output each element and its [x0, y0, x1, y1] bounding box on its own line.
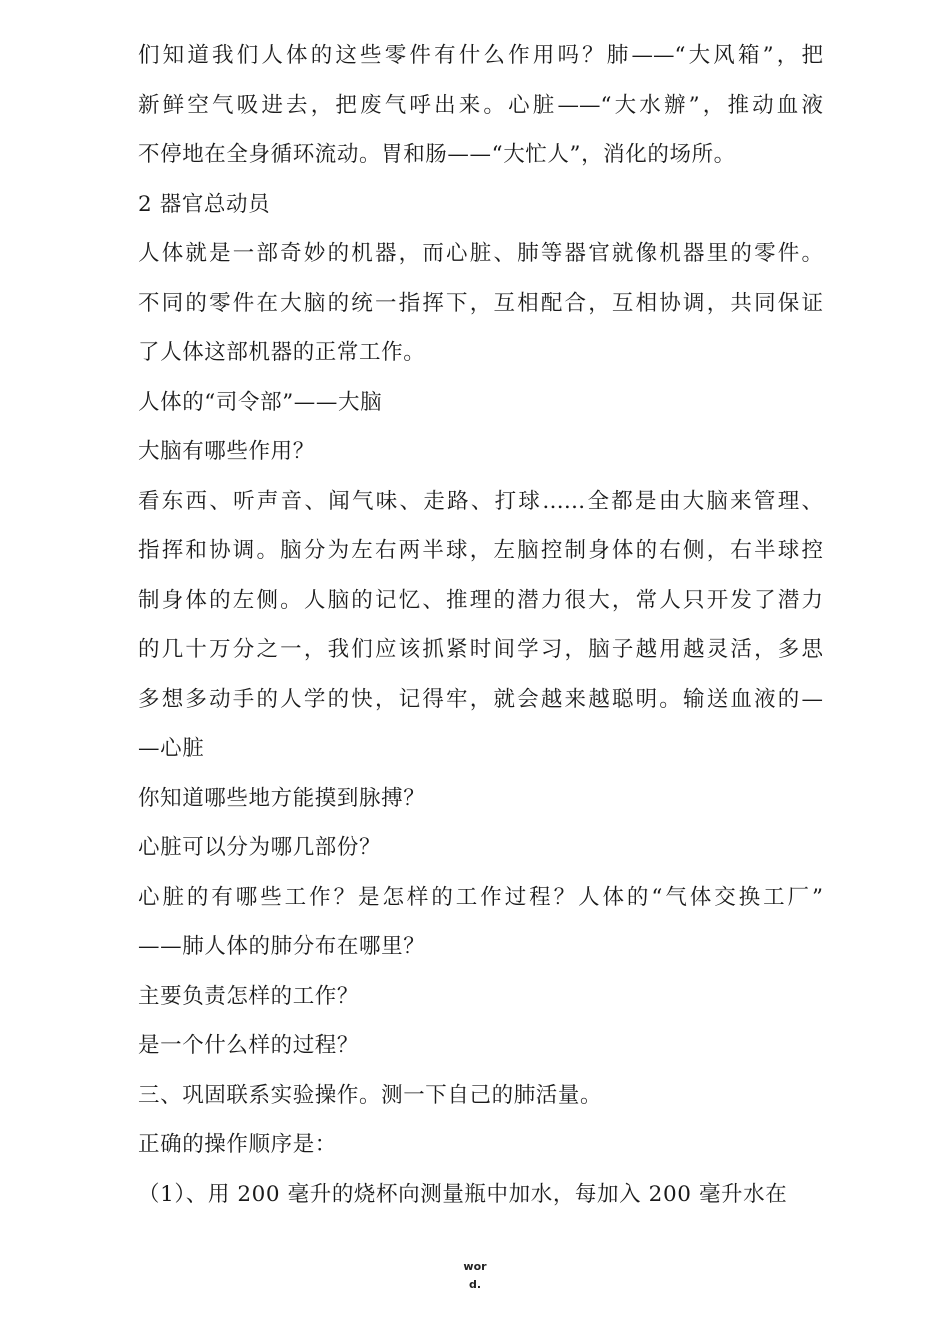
text-line: 指挥和协调。脑分为左右两半球，左脑控制身体的右侧，右半球控 — [138, 538, 823, 563]
page-footer — [455, 1258, 495, 1294]
question-line: 心脏可以分为哪几部份？ — [138, 835, 382, 860]
question-line: 是一个什么样的过程？ — [138, 1033, 360, 1058]
footer-text-line1: wor — [463, 1260, 487, 1273]
text-line: 人体就是一部奇妙的机器，而心脏、肺等器官就像机器里的零件。 — [138, 241, 823, 266]
section-heading: 三、巩固联系实验操作。测一下自己的肺活量。 — [138, 1082, 603, 1108]
text-line: 们知道我们人体的这些零件有什么作用吗？肺——“大风箱”，把 — [138, 43, 823, 68]
question-line: 大脑有哪些作用？ — [138, 439, 315, 464]
question-line: 你知道哪些地方能摸到脉搏？ — [138, 785, 426, 811]
text-line: 不同的零件在大脑的统一指挥下，互相配合，互相协调，共同保证 — [138, 290, 823, 316]
text-line: （1）、用 200 毫升的烧杯向测量瓶中加水，每加入 200 毫升水在 — [138, 1181, 788, 1207]
text-line: ——肺人体的肺分布在哪里？ — [138, 934, 426, 959]
text-line: 正确的操作顺序是： — [138, 1132, 337, 1157]
text-line: —心脏 — [138, 736, 205, 761]
section-heading: 2 器官总动员 — [138, 191, 271, 217]
text-line: 看东西、听声音、闻气味、走路、打球……全都是由大脑来管理、 — [138, 488, 823, 514]
text-line: 了人体这部机器的正常工作。 — [138, 340, 426, 365]
text-line: 多想多动手的人学的快，记得牢，就会越来越聪明。输送血液的— — [138, 686, 823, 712]
subheading-brain: 人体的“司令部”——大脑 — [138, 389, 383, 415]
text-line: 不停地在全身循环流动。胃和肠——“大忙人”，消化的场所。 — [138, 142, 736, 167]
text-line: 的几十万分之一，我们应该抓紧时间学习，脑子越用越灵活，多思 — [138, 637, 823, 662]
text-line: 新鲜空气吸进去，把废气呼出来。心脏——“大水辦”，推动血液 — [138, 92, 823, 118]
question-line: 主要负责怎样的工作？ — [138, 983, 360, 1009]
text-line: 心脏的有哪些工作？是怎样的工作过程？人体的“气体交换工厂” — [138, 884, 823, 910]
footer-text-line2: d. — [468, 1278, 482, 1291]
document-body — [138, 31, 823, 1219]
text-line: 制身体的左侧。人脑的记忆、推理的潜力很大，常人只开发了潜力 — [138, 587, 823, 613]
